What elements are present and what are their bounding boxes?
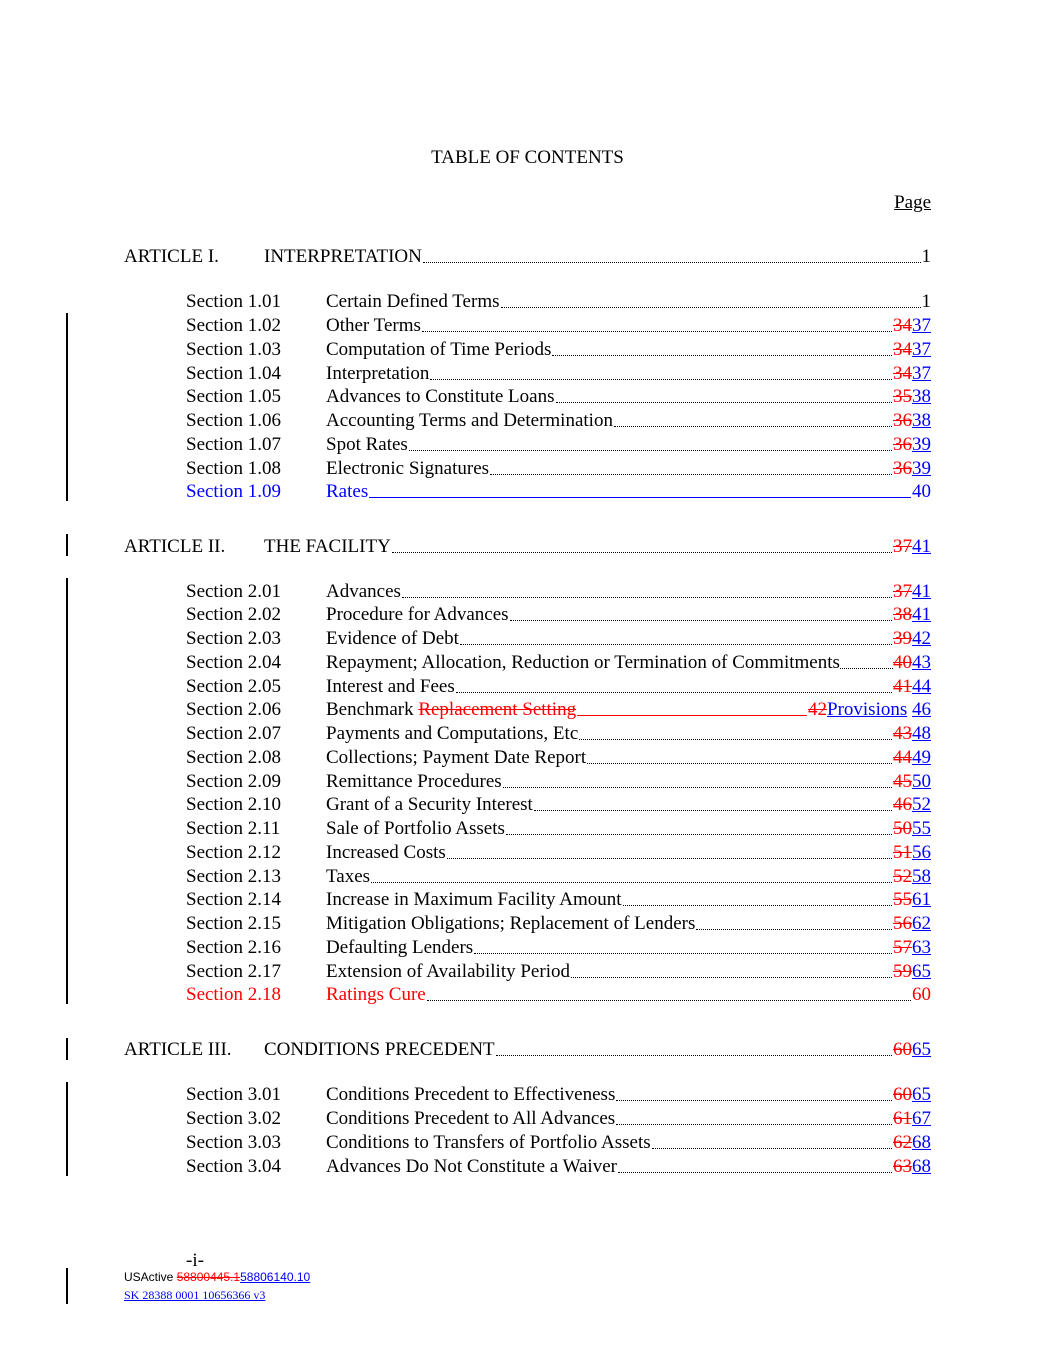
toc-section-row[interactable] [186,290,931,314]
dot-leader [460,627,892,645]
dot-leader [616,1107,892,1125]
section-title: Collections; Payment Date Report [326,747,587,768]
page-number-deleted: 34 [893,315,912,336]
dot-leader [490,457,892,475]
toc-section-row[interactable] [186,936,931,960]
page-number-inserted: 67 [912,1108,931,1129]
dot-leader [496,1038,892,1056]
toc-section-row[interactable] [186,627,931,651]
page-number-inserted: 39 [912,458,931,479]
section-title: Advances Do Not Constitute a Waiver [326,1156,617,1177]
section-title: Ratings Cure [326,984,426,1005]
page-number-deleted: 60 [893,1039,912,1060]
dot-leader [652,1131,892,1149]
section-title: Sale of Portfolio Assets [326,818,505,839]
footer-doc-id [124,1270,310,1284]
section-title: Evidence of Debt [326,628,459,649]
dot-leader [618,1155,892,1173]
section-title: Other Terms [326,315,421,336]
section-title: Advances to Constitute Loans [326,386,555,407]
page-number-deleted: 44 [893,747,912,768]
section-title: Rates [326,481,369,502]
footer-doc-ref: SK 28388 0001 10656366 v3 [124,1288,266,1302]
section-label: Section 2.18 [186,984,281,1005]
section-label: Section 2.07 [186,723,281,744]
page-number-deleted: 34 [893,363,912,384]
article-label: ARTICLE II. [124,536,226,557]
page-number-deleted: 34 [893,339,912,360]
section-label: Section 3.01 [186,1084,281,1105]
section-title: Interest and Fees [326,676,455,697]
section-label: Section 1.04 [186,363,281,384]
section-label: Section 1.08 [186,458,281,479]
section-title-deleted: Replacement Setting [418,699,577,720]
section-label: Section 2.06 [186,699,281,720]
dot-leader [430,362,892,380]
section-title: Procedure for Advances [326,604,509,625]
section-title: Taxes [326,866,371,887]
section-label: Section 1.01 [186,291,281,312]
dot-leader [474,936,892,954]
page-number-inserted: 38 [912,386,931,407]
section-title: Conditions to Transfers of Portfolio Assets [326,1132,651,1153]
section-label: Section 1.09 [186,481,281,502]
dot-leader [579,722,892,740]
article-label: ARTICLE I. [124,246,219,267]
section-label: Section 2.05 [186,676,281,697]
section-label: Section 2.01 [186,581,281,602]
dot-leader [402,580,892,598]
section-title: Certain Defined Terms [326,291,500,312]
section-title: Mitigation Obligations; Replacement of Lenders [326,913,696,934]
page-number-inserted: 65 [912,1084,931,1105]
page-number-deleted: 43 [893,723,912,744]
toc-section-row[interactable] [186,314,931,338]
section-label: Section 2.11 [186,818,281,839]
page-number-deleted: 56 [893,913,912,934]
footer-page-number: -i- [186,1250,204,1271]
page-number-inserted: 40 [912,481,931,502]
toc-section-row[interactable] [186,580,931,604]
dot-leader [427,983,911,1001]
toc-section-row[interactable] [186,1083,931,1107]
section-label: Section 2.02 [186,604,281,625]
dot-leader [616,1083,892,1101]
footer-doc-id-deleted: 58800445.1 [176,1270,241,1284]
section-label: Section 1.07 [186,434,281,455]
section-label: Section 2.14 [186,889,281,910]
page-number-inserted: 62 [912,913,931,934]
page-number-deleted: 46 [893,794,912,815]
page-number-deleted: 63 [893,1156,912,1177]
article-label: ARTICLE III. [124,1039,232,1060]
page-number-deleted: 62 [893,1132,912,1153]
article-title: INTERPRETATION [264,246,422,267]
dot-leader [556,385,893,403]
page-number-inserted: 37 [912,363,931,384]
dot-leader [614,409,892,427]
section-label: Section 1.05 [186,386,281,407]
toc-section-row[interactable] [186,338,931,362]
article-title: THE FACILITY [264,536,391,557]
section-title: Advances [326,581,401,602]
toc-section-row[interactable] [186,675,931,699]
section-label: Section 2.12 [186,842,281,863]
page-number-inserted: 38 [912,410,931,431]
section-title: Accounting Terms and Determination [326,410,613,431]
toc-section-row[interactable] [186,960,931,984]
page-number-inserted: 65 [912,1039,931,1060]
page-number-inserted: 39 [912,434,931,455]
section-title: Computation of Time Periods [326,339,552,360]
section-title: Electronic Signatures [326,458,490,479]
page-number-inserted: 55 [912,818,931,839]
toc-section-row[interactable] [186,817,931,841]
toc-section-row[interactable] [186,1107,931,1131]
dot-leader [840,651,893,669]
toc-section-row[interactable] [186,841,931,865]
article-title: CONDITIONS PRECEDENT [264,1039,495,1060]
page-number: 1 [921,246,931,267]
change-bar [66,313,68,501]
dot-leader [696,912,892,930]
toc-section-row[interactable] [186,409,931,433]
page-number-inserted: 43 [912,652,931,673]
page-number-deleted: 52 [893,866,912,887]
section-title: Interpretation [326,363,430,384]
section-label: Section 2.15 [186,913,281,934]
section-title: Conditions Precedent to Effectiveness [326,1084,616,1105]
page-number-deleted: 36 [893,434,912,455]
toc-section-row[interactable] [186,770,931,794]
toc-section-row[interactable] [186,1155,931,1179]
toc-article-row[interactable] [124,245,931,269]
section-title: Defaulting Lenders [326,937,474,958]
section-label: Section 2.04 [186,652,281,673]
page-number-deleted: 37 [893,581,912,602]
toc-title: TABLE OF CONTENTS [431,147,624,168]
page-number-inserted: 46 [912,699,931,720]
toc-section-row[interactable] [186,722,931,746]
section-label: Section 2.09 [186,771,281,792]
page-number-inserted: 50 [912,771,931,792]
page-number-deleted: 57 [893,937,912,958]
section-label: Section 3.03 [186,1132,281,1153]
dot-leader [587,746,892,764]
section-title: Payments and Computations, Etc [326,723,579,744]
dot-leader [503,770,892,788]
page-number-inserted: 68 [912,1156,931,1177]
page-number-inserted: 61 [912,889,931,910]
section-label: Section 1.03 [186,339,281,360]
section-label: Section 3.04 [186,1156,281,1177]
page-number-inserted: 37 [912,315,931,336]
footer-doc-prefix: USActive [124,1270,174,1284]
dot-leader [623,888,892,906]
page-number-inserted: 63 [912,937,931,958]
section-title-inserted: Provisions [827,699,908,720]
page-number-inserted: 37 [912,339,931,360]
change-bar [66,578,68,1004]
toc-section-row[interactable] [186,385,931,409]
page-number-inserted: 68 [912,1132,931,1153]
page-number-inserted: 41 [912,604,931,625]
page-number: 1 [921,291,931,312]
page-number-inserted: 41 [912,581,931,602]
toc-section-row[interactable] [186,603,931,627]
toc-section-row-inserted[interactable] [186,480,931,504]
section-label: Section 3.02 [186,1108,281,1129]
change-bar [66,1268,68,1304]
page-number-inserted: 52 [912,794,931,815]
dot-leader [447,841,892,859]
section-title: Benchmark [326,699,414,720]
toc-section-row[interactable] [186,793,931,817]
toc-section-row[interactable] [186,362,931,386]
page-number-inserted: 58 [912,866,931,887]
section-title: Extension of Availability Period [326,961,570,982]
toc-section-row[interactable] [186,888,931,912]
page-number-deleted: 36 [893,458,912,479]
page-number-deleted: 41 [893,676,912,697]
toc-section-row[interactable] [186,746,931,770]
dot-leader [392,535,892,553]
toc-article-row[interactable] [124,1038,931,1062]
leader-line [369,480,911,498]
section-title: Spot Rates [326,434,408,455]
dot-leader [456,675,892,693]
toc-section-row[interactable] [186,457,931,481]
section-label: Section 2.08 [186,747,281,768]
dot-leader [552,338,892,356]
section-title: Remittance Procedures [326,771,502,792]
page-number-inserted: 42 [912,628,931,649]
dot-leader [506,817,892,835]
toc-section-row[interactable] [186,1131,931,1155]
toc-section-row[interactable] [186,865,931,889]
dot-leader-deleted [577,698,807,716]
page-number-inserted: 49 [912,747,931,768]
section-label: Section 2.17 [186,961,281,982]
page-number-deleted: 40 [893,652,912,673]
dot-leader [501,290,921,308]
toc-section-row[interactable] [186,433,931,457]
toc-article-row[interactable] [124,535,931,559]
section-title: Increased Costs [326,842,446,863]
section-label: Section 2.10 [186,794,281,815]
page-number-deleted: 37 [893,536,912,557]
page-column-header: Page [894,192,931,213]
page-number-deleted: 36 [893,410,912,431]
page-number-deleted: 60 [912,984,931,1005]
dot-leader [371,865,892,883]
dot-leader [534,793,892,811]
toc-section-row[interactable] [186,698,931,722]
section-label: Section 2.13 [186,866,281,887]
page-number-inserted: 56 [912,842,931,863]
toc-section-row[interactable] [186,651,931,675]
page-number-deleted: 51 [893,842,912,863]
footer-doc-id-inserted: 58806140.10 [240,1270,311,1284]
page-number-deleted: 59 [893,961,912,982]
dot-leader [423,245,921,263]
section-label: Section 2.16 [186,937,281,958]
page-number-deleted: 38 [893,604,912,625]
page-number-inserted: 41 [912,536,931,557]
dot-leader [409,433,892,451]
dot-leader [422,314,892,332]
section-title: Conditions Precedent to All Advances [326,1108,616,1129]
page-number-deleted: 61 [893,1108,912,1129]
toc-section-row-deleted[interactable] [186,983,931,1007]
section-label: Section 1.06 [186,410,281,431]
section-title: Repayment; Allocation, Reduction or Termination of Commitments [326,652,840,673]
section-label: Section 1.02 [186,315,281,336]
page-number-deleted: 60 [893,1084,912,1105]
change-bar [66,1082,68,1176]
page-number-deleted: 45 [893,771,912,792]
page-number-inserted: 44 [912,676,931,697]
toc-section-row[interactable] [186,912,931,936]
page-number-deleted: 42 [808,699,827,720]
change-bar [66,534,68,556]
page-number-deleted: 50 [893,818,912,839]
dot-leader [510,603,892,621]
section-title: Increase in Maximum Facility Amount [326,889,622,910]
page-number-inserted: 48 [912,723,931,744]
section-label: Section 2.03 [186,628,281,649]
page-number-inserted: 65 [912,961,931,982]
page-number-deleted: 55 [893,889,912,910]
change-bar [66,1038,68,1060]
section-title: Grant of a Security Interest [326,794,533,815]
page-number-deleted: 39 [893,628,912,649]
page-number-deleted: 35 [893,386,912,407]
dot-leader [571,960,892,978]
